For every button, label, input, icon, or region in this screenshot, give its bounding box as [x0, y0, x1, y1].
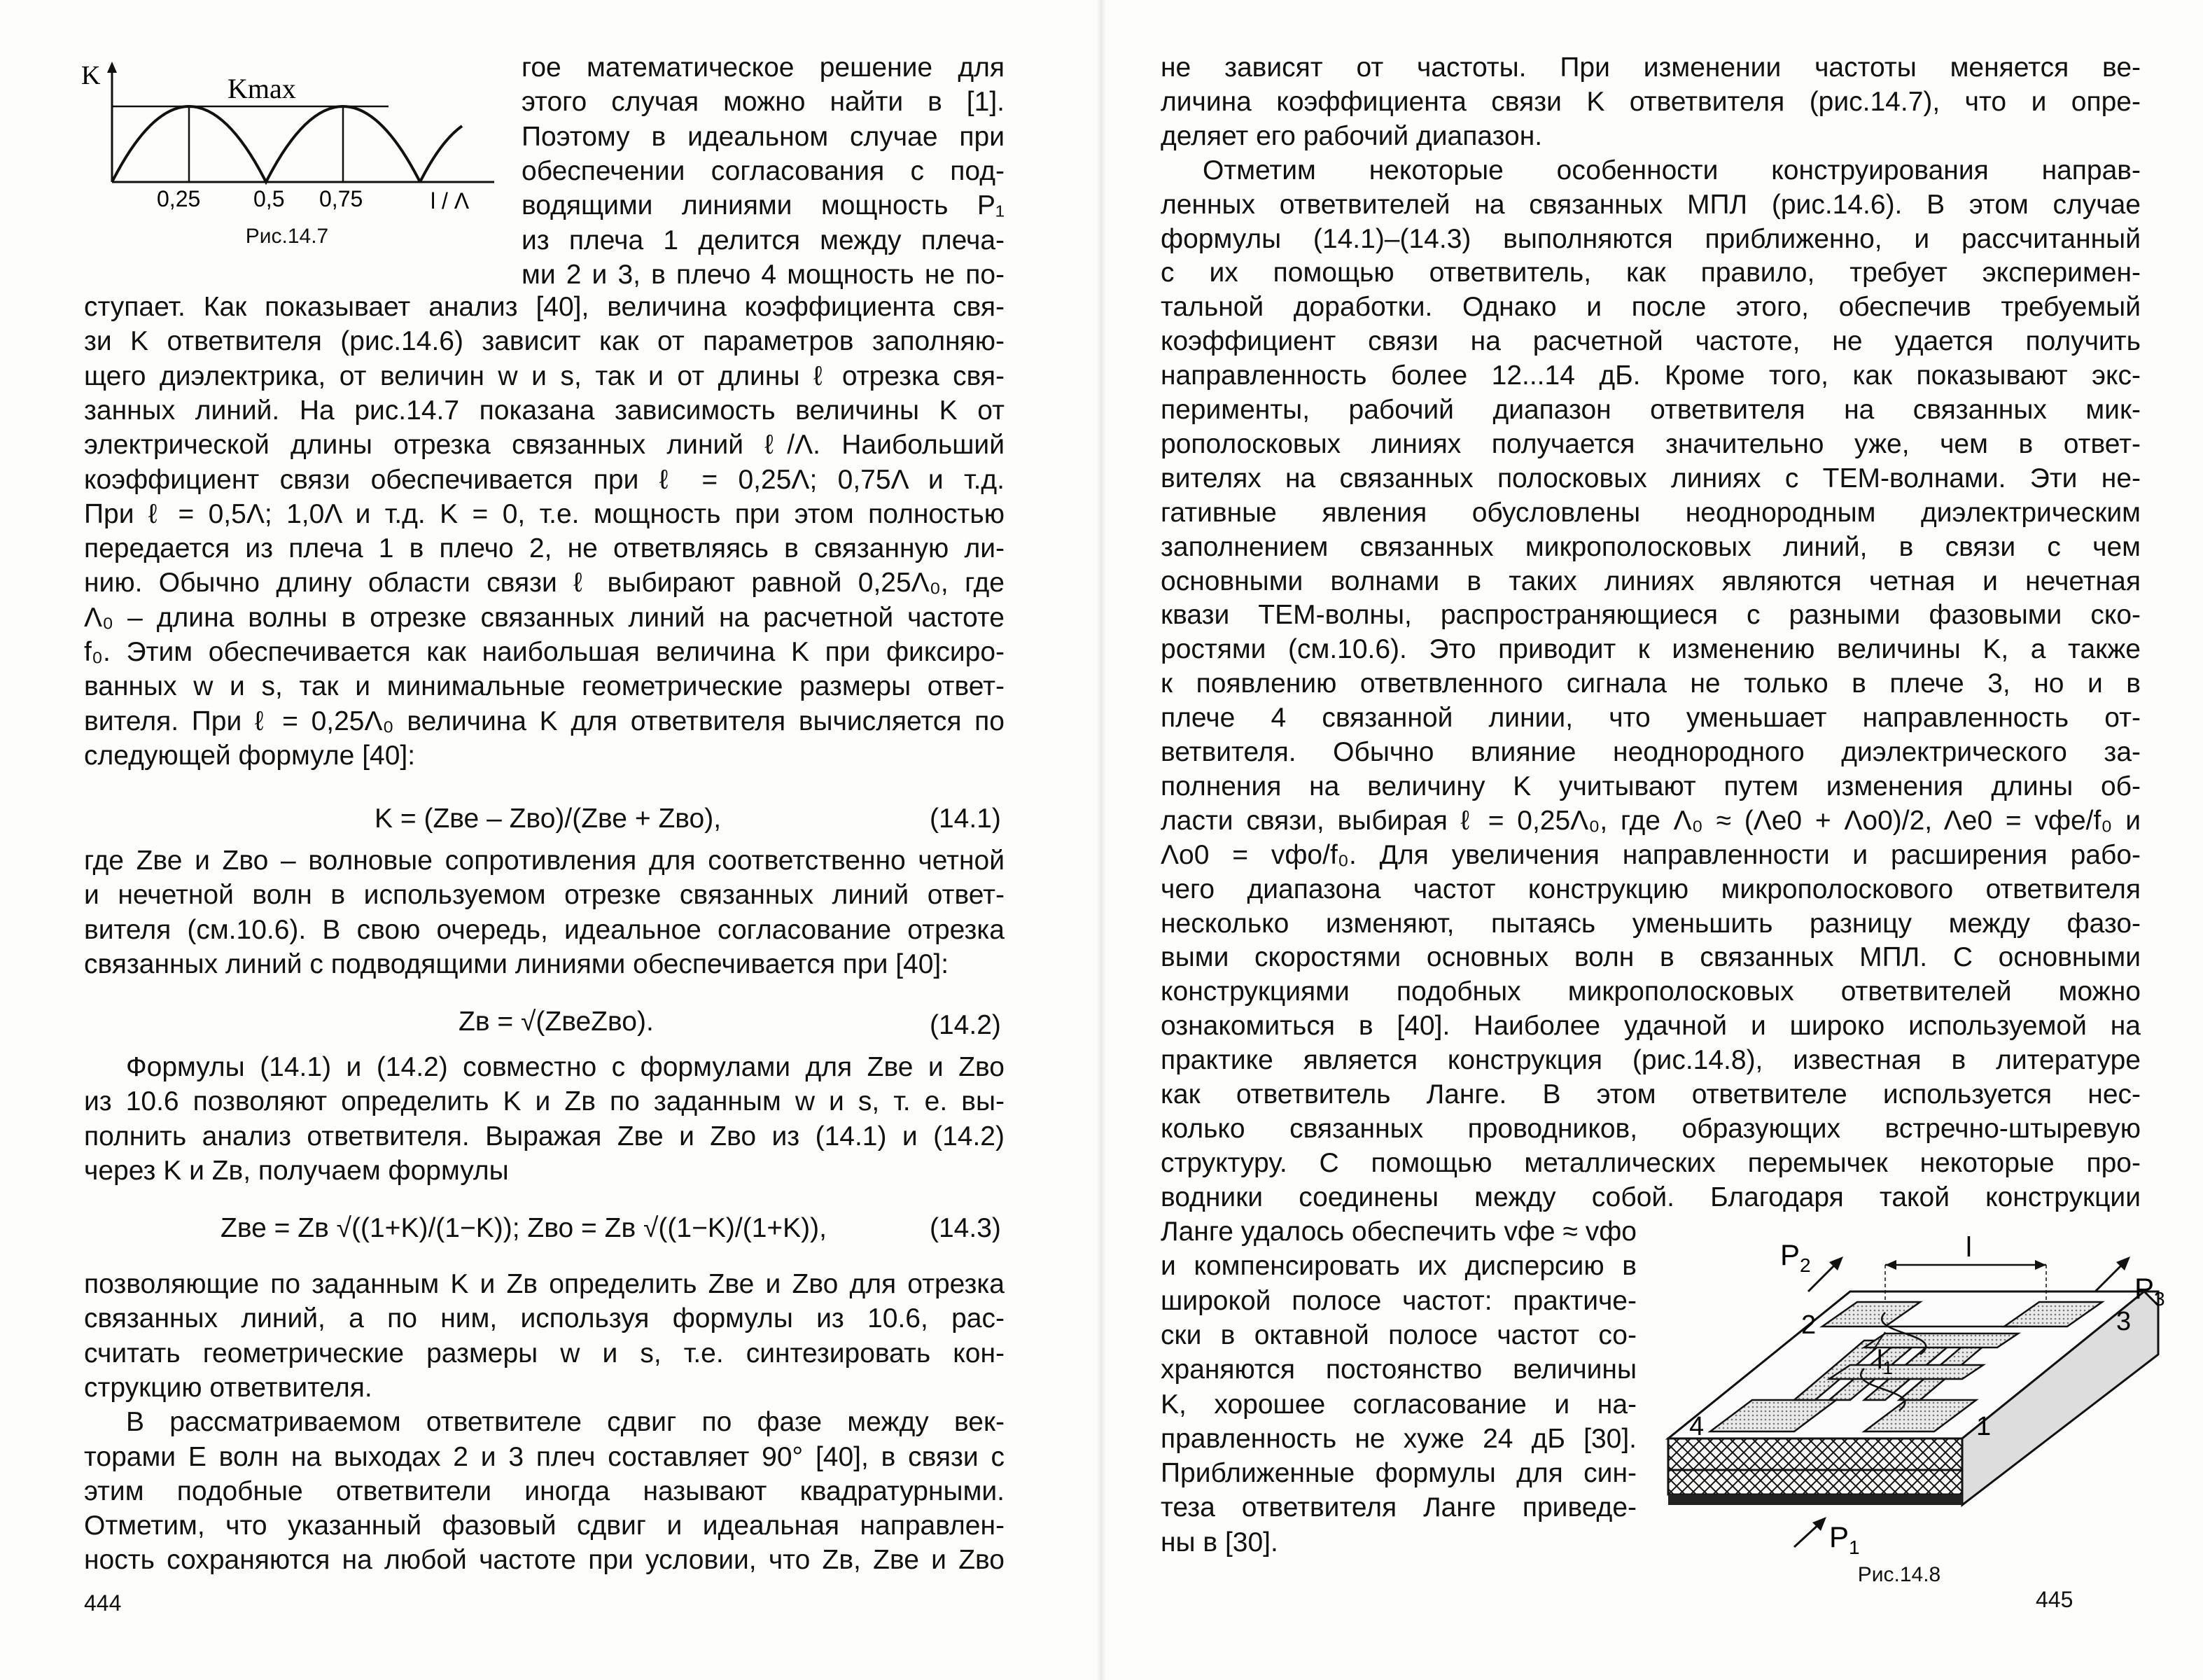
text-line: не зависят от частоты. При изменении частоты меняется ве-	[1161, 52, 2141, 83]
text-line: связанных линий с подводящими линиями обеспечивается при [40]:	[84, 948, 949, 979]
text-line: водники соединены между собой. Благодаря такой конструкции	[1161, 1182, 2141, 1212]
text-line: структуру. С помощью металлических перемычек некоторые про-	[1161, 1147, 2141, 1178]
text-line: ростями (см.10.6). Это приводит к изменению величины K, а также	[1161, 634, 2141, 665]
equation-14-2-text: Zв = √(ZвеZво).	[459, 1007, 654, 1037]
text-line: ванных w и s, так и минимальные геометрические размеры ответ-	[84, 671, 1005, 702]
text-line: K, хорошее согласование и на-	[1161, 1389, 1637, 1420]
text-line: коэффициент связи на расчетной частоте, не удается получить	[1161, 326, 2141, 357]
y-axis-label: K	[81, 61, 101, 90]
text-line: гативные явления обусловлены неоднородным диэлектрическим	[1161, 497, 2141, 528]
text-line: ность сохраняются на любой частоте при условии, что Zв, Zве и Zво	[84, 1545, 1005, 1576]
page-number: 444	[84, 1590, 122, 1616]
text-line: и нечетной волн в используемом отрезке связанных линий ответ-	[84, 880, 1005, 911]
x-tick-label: 0,75	[319, 186, 363, 211]
text-line: ленных ответвителей на связанных МПЛ (рис.14.6). В этом случае	[1161, 189, 2141, 220]
text-line: заполнением связанных микрополосковых линий, в связи с чем	[1161, 531, 2141, 562]
text-line: Отметим, что указанный фазовый сдвиг и идеальная направлен-	[84, 1511, 1005, 1541]
figure-14-8-lange-coupler	[1654, 1228, 2172, 1558]
label-l1: $l_1$	[1877, 1345, 1893, 1378]
x-tick-label: 0,5	[253, 186, 285, 211]
label-p1: $P_1$	[1829, 1520, 1860, 1558]
label-port-3: 3	[2116, 1307, 2132, 1336]
text-line: как ответвитель Ланге. В этом ответвителе используется нес-	[1161, 1079, 2141, 1110]
text-line: коэффициент связи обеспечивается при ℓ = 0,25Λ; 0,75Λ и т.д.	[84, 464, 1005, 495]
equation-14-2	[459, 1004, 654, 1040]
left-page	[0, 0, 1101, 1680]
text-line: несколько изменяют, пытаясь уменьшить разницу между фазо-	[1161, 908, 2141, 939]
text-line: ны в [30].	[1161, 1527, 1278, 1558]
text-line: полнения на величину K учитывают путем изменения длины об-	[1161, 771, 2141, 802]
text-line: Поэтому в идеальном случае при	[522, 121, 1005, 152]
text-line: ласти связи, выбирая ℓ = 0,25Λ₀, где Λ₀ ≈ (Λе0 + Λо0)/2, Λе0 = vфе/f₀ и	[1161, 805, 2141, 836]
text-line: широкой полосе частот: практиче-	[1161, 1285, 1637, 1316]
text-line: f₀. Этим обеспечивается как наибольшая величина K при фиксиро-	[84, 637, 1005, 667]
equation-number: (14.1)	[930, 804, 1001, 834]
substrate-dielectric	[1668, 1438, 1962, 1494]
text-line: через K и Zв, получаем формулы	[84, 1155, 509, 1186]
text-line: ступает. Как показывает анализ [40], величина коэффициента свя-	[84, 292, 1005, 322]
text-line: этим подобные ответвители иногда называют квадратурными.	[84, 1476, 1005, 1506]
equation-number: (14.2)	[930, 1010, 1001, 1040]
page-number: 445	[2036, 1587, 2073, 1612]
text-line: щего диэлектрика, от величин w и s, так и от длины ℓ отрезка свя-	[84, 360, 1005, 391]
text-line: тальной доработки. Однако и после этого, обеспечив требуемый	[1161, 292, 2141, 323]
equation-number: (14.3)	[930, 1213, 1001, 1243]
text-line: Λ₀ – длина волны в отрезке связанных линий на расчетной частоте	[84, 602, 1005, 633]
text-line: нию. Обычно длину области связи ℓ выбирают равной 0,25Λ₀, где	[84, 568, 1005, 598]
text-line: вителя (см.10.6). В свою очередь, идеальное согласование отрезка	[84, 914, 1005, 945]
figure-14-7-caption: Рис.14.7	[245, 225, 329, 248]
text-line: колько связанных проводников, образующих встречно-штыревую	[1161, 1113, 2141, 1144]
coupling-curve	[112, 106, 420, 182]
label-port-1: 1	[1976, 1412, 1992, 1441]
text-line: из 10.6 позволяют определить K и Zв по заданным w и s, т. е. вы-	[84, 1086, 1005, 1117]
text-line: правленность не хуже 24 дБ [30].	[1161, 1423, 1637, 1454]
text-line: практике является конструкция (рис.14.8), известная в литературе	[1161, 1045, 2141, 1076]
text-line: основными волнами в таких линиях являются четная и нечетная	[1161, 566, 2141, 596]
text-line: водящими линиями мощность P₁	[522, 190, 1005, 221]
label-port-4: 4	[1689, 1412, 1705, 1441]
text-line: гое математическое решение для	[522, 52, 1005, 83]
equation-14-1: K = (Zве – Zво)/(Zве + Zво),	[375, 804, 722, 834]
text-line: и компенсировать их дисперсию в	[1161, 1251, 1637, 1282]
text-line: направленность более 12...14 дБ. Кроме того, как показывают экс-	[1161, 360, 2141, 391]
text-line: Ланге удалось обеспечить vфе ≈ vфо	[1161, 1217, 1637, 1247]
right-page	[1101, 0, 2203, 1680]
text-line: храняются постоянство величины	[1161, 1354, 1637, 1385]
text-line: плече 4 связанной линии, что уменьшает направленность от-	[1161, 703, 2141, 734]
text-line: перименты, рабочий диапазон ответвителя на связанных мик-	[1161, 395, 2141, 425]
text-line: обеспечении согласования с под-	[522, 155, 1005, 186]
label-p2: $P_2$	[1780, 1238, 1811, 1276]
text-line: ветвителя. Обычно влияние неоднородного диэлектрического за-	[1161, 737, 2141, 767]
text-line: При ℓ = 0,5Λ; 1,0Λ и т.д. K = 0, т.е. мощность при этом полностью	[84, 498, 1005, 529]
text-line: Λо0 = vфо/f₀. Для увеличения направленности и расширения рабо-	[1161, 839, 2141, 870]
text-line: полнить анализ ответвителя. Выражая Zве и Zво из (14.1) и (14.2)	[84, 1121, 1005, 1152]
text-line: струкцию ответвителя.	[84, 1372, 372, 1403]
text-line: ознакомиться в [40]. Наиболее удачной и широко используемой на	[1161, 1011, 2141, 1042]
text-line: В рассматриваемом ответвителе сдвиг по фазе между век-	[126, 1407, 1005, 1438]
text-line: с их помощью ответвитель, как правило, требует эксперимен-	[1161, 258, 2141, 288]
text-line: вителях на связанных полосковых линиях с TEM-волнами. Эти не-	[1161, 463, 2141, 493]
text-line: выми скоростями основных волн в связанных МПЛ. С основными	[1161, 942, 2141, 973]
text-line: рополосковых линиях получается значительно уже, чем в ответ-	[1161, 428, 2141, 459]
figure-14-7-chart	[70, 56, 504, 238]
text-line: зи K ответвителя (рис.14.6) зависит как от параметров заполняю-	[84, 326, 1005, 357]
figure-14-8-caption: Рис.14.8	[1857, 1563, 1941, 1586]
text-line: чего диапазона частот конструкцию микрополоскового ответвителя	[1161, 874, 2141, 904]
text-line: личина коэффициента связи K ответвителя (рис.14.7), что и опре-	[1161, 86, 2141, 117]
text-line: Формулы (14.1) и (14.2) совместно с формулами для Zве и Zво	[126, 1052, 1005, 1082]
text-line: из плеча 1 делится между плеча-	[522, 225, 1005, 255]
text-line: торами E волн на выходах 2 и 3 плеч составляет 90° [40], в связи с	[84, 1441, 1005, 1472]
text-line: Приближенные формулы для син-	[1161, 1458, 1637, 1489]
x-axis-label: l / Λ	[431, 188, 470, 214]
text-line: занных линий. На рис.14.7 показана зависимость величины K от	[84, 395, 1005, 426]
text-line: позволяющие по заданным K и Zв определить Zве и Zво для отрезка	[84, 1269, 1005, 1299]
text-line: передается из плеча 1 в плечо 2, не ответвляясь в связанную ли-	[84, 533, 1005, 564]
text-line: Отметим некоторые особенности конструирования направ-	[1203, 155, 2141, 186]
text-line: теза ответвителя Ланге приведе-	[1161, 1492, 1637, 1523]
curve-max-label: Kmax	[228, 73, 296, 104]
text-line: где Zве и Zво – волновые сопротивления для соответственно четной	[84, 846, 1005, 876]
text-line: считать геометрические размеры w и s, т.е. синтезировать кон-	[84, 1338, 1005, 1368]
text-line: деляет его рабочий диапазон.	[1161, 120, 1543, 151]
text-line: этого случая можно найти в [1].	[522, 87, 1005, 118]
text-line: ски в октавной полосе частот со-	[1161, 1320, 1637, 1350]
x-tick-label: 0,25	[157, 186, 201, 211]
text-line: следующей формуле [40]:	[84, 740, 416, 771]
text-line: формулы (14.1)–(14.3) выполняются приближенно, и рассчитанный	[1161, 223, 2141, 254]
text-line: электрической длины отрезка связанных линий ℓ/Λ. Наибольший	[84, 430, 1005, 461]
text-line: связанных линий, а по ним, используя формулы из 10.6, рас-	[84, 1303, 1005, 1334]
label-port-2: 2	[1801, 1310, 1817, 1340]
label-l: l	[1966, 1232, 1972, 1263]
text-line: вителя. При ℓ = 0,25Λ₀ величина K для ответвителя вычисляется по	[84, 706, 1005, 736]
text-line: ми 2 и 3, в плечо 4 мощность не по-	[522, 259, 1005, 290]
label-p3: $P_3$	[2134, 1272, 2165, 1310]
text-line: конструкциями подобных микрополосковых ответвителей можно	[1161, 976, 2141, 1007]
text-line: к появлению ответвленного сигнала не только в плече 3, но и в	[1161, 668, 2141, 699]
equation-14-3: Zве = Zв √((1+K)/(1−K)); Zво = Zв √((1−K)/(1+K)),	[221, 1213, 827, 1243]
text-line: квази TEM-волны, распространяющиеся с разными фазовыми ско-	[1161, 600, 2141, 631]
